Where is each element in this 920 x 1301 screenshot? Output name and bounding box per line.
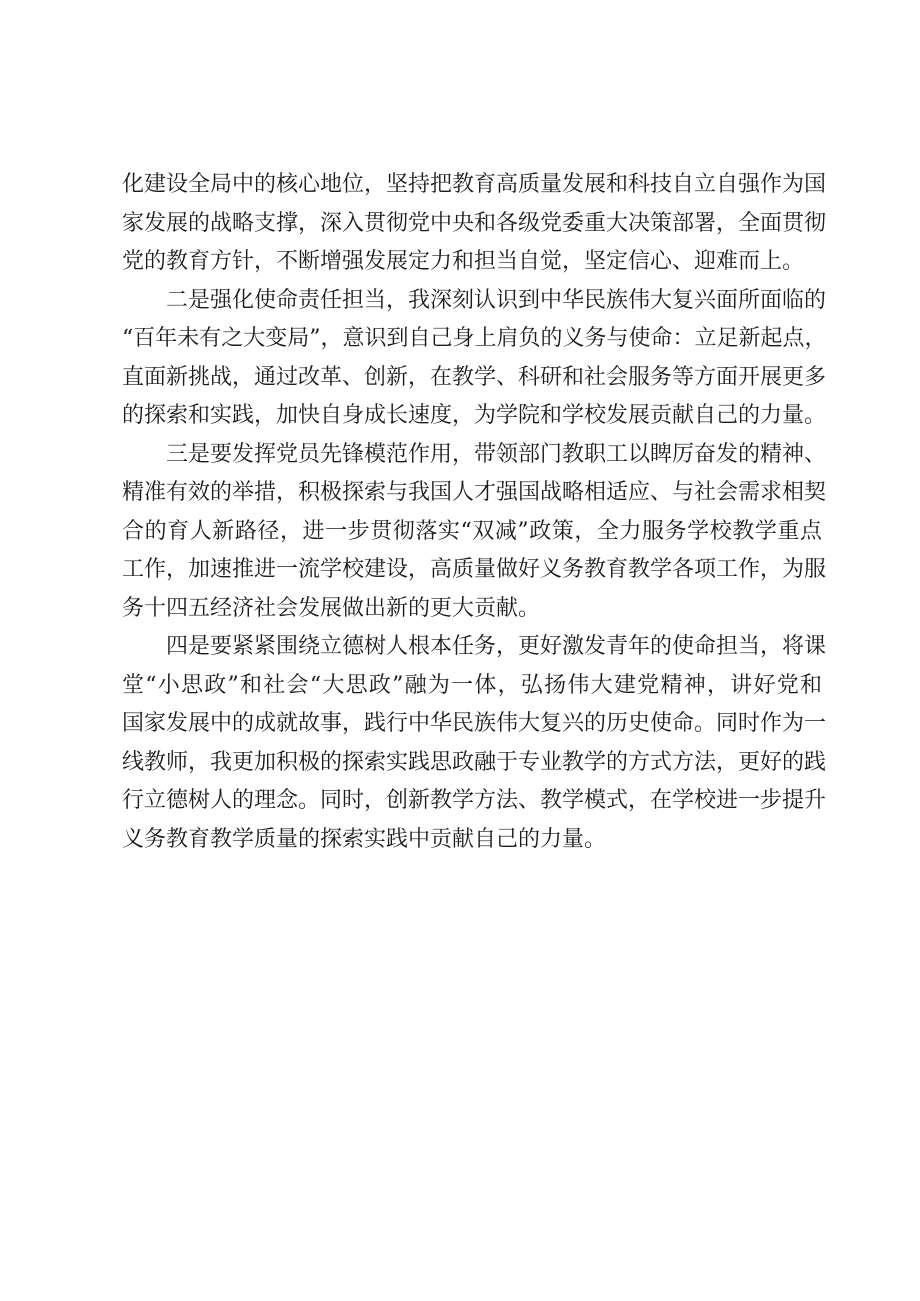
paragraph-4-line-3: 国家发展中的成就故事，践行中华民族伟大复兴的历史使命。同时作为一 [122, 711, 827, 736]
paragraph-4-line-5: 行立德树人的理念。同时，创新教学方法、教学模式，在学校进一步提升 [122, 788, 827, 813]
paragraph-3-line-5: 务十四五经济社会发展做出新的更大贡献。 [122, 595, 541, 621]
paragraph-2-line-3: 直面新挑战，通过改革、创新，在教学、科研和社会服务等方面开展更多 [122, 364, 827, 390]
document-body [122, 166, 827, 859]
paragraph-1-line-3: 党的教育方针，不断增强发展定力和担当自觉，坚定信心、迎难而上。 [122, 249, 805, 274]
paragraph-4-line-6: 义务教育教学质量的探索实践中贡献自己的力量。 [122, 826, 607, 852]
paragraph-1-line-1: 化建设全局中的核心地位，坚持把教育高质量发展和科技自立自强作为国 [122, 172, 827, 197]
paragraph-2-line-4: 的探索和实践，加快自身成长速度，为学院和学校发展贡献自己的力量。 [122, 403, 827, 428]
paragraph-3-line-3: 合的育人新路径，进一步贯彻落实“双减”政策，全力服务学校教学重点 [122, 518, 822, 544]
paragraph-4-line-1: 四是要紧紧围绕立德树人根本任务，更好激发青年的使命担当，将课 [166, 634, 827, 659]
paragraph-3-line-2: 精准有效的举措，积极探索与我国人才强国战略相适应、与社会需求相契 [122, 480, 827, 505]
paragraph-4-line-4: 线教师，我更加积极的探索实践思政融于专业教学的方式方法，更好的践 [122, 749, 827, 775]
paragraph-4-line-2: 堂“小思政”和社会“大思政”融为一体，弘扬伟大建党精神，讲好党和 [122, 672, 822, 698]
paragraph-2-line-2: “百年未有之大变局”，意识到自己身上肩负的义务与使命：立足新起点， [122, 326, 827, 351]
paragraph-3-line-1: 三是要发挥党员先锋模范作用，带领部门教职工以睥厉奋发的精神、 [166, 441, 827, 467]
paragraph-2-line-1: 二是强化使命责任担当，我深刻认识到中华民族伟大复兴面所面临的 [166, 287, 827, 313]
paragraph-3-line-4: 工作，加速推进一流学校建设，高质量做好义务教育教学各项工作，为服 [122, 557, 827, 582]
paragraph-1-line-2: 家发展的战略支撑，深入贯彻党中央和各级党委重大决策部署，全面贯彻 [122, 210, 827, 236]
